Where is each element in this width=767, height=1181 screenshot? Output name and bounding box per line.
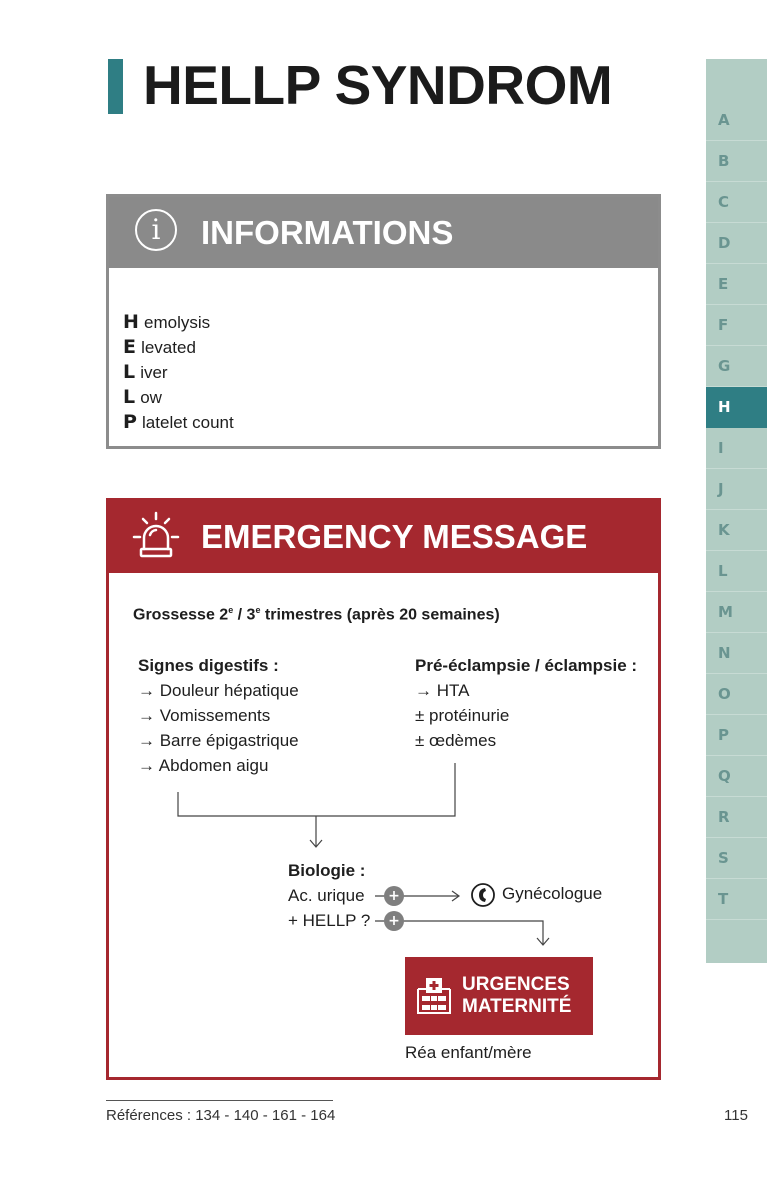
page-title: HELLP SYNDROM [143, 54, 613, 116]
acronym-letter: E [123, 336, 136, 358]
alphabet-index-tabs [706, 59, 767, 963]
alphabet-tab-e[interactable]: E [706, 264, 767, 305]
list-item: → Vomissements [138, 706, 271, 725]
destination-label [462, 974, 571, 1018]
alphabet-tab-j[interactable]: J [706, 469, 767, 510]
context-suffix: trimestres (après 20 semaines) [260, 606, 500, 624]
destination-line1: URGENCES [462, 974, 570, 995]
references-text: Références : 134 - 140 - 161 - 164 [106, 1107, 336, 1124]
acronym-item [123, 385, 234, 410]
alphabet-tab-b[interactable]: B [706, 141, 767, 182]
phone-icon [470, 882, 496, 908]
alphabet-tab-m[interactable]: M [706, 592, 767, 633]
context-prefix: Grossesse 2 [133, 606, 229, 624]
acronym-word: levated [141, 338, 196, 357]
acronym-letter: P [123, 411, 137, 433]
destination-line2: MATERNITÉ [462, 996, 572, 1017]
acronym-word: latelet count [142, 413, 234, 432]
alphabet-tab-s[interactable]: S [706, 838, 767, 879]
alphabet-tab-k[interactable]: K [706, 510, 767, 551]
acronym-letter: L [123, 386, 136, 408]
context-mid: / 3 [233, 606, 256, 624]
alphabet-tab-g[interactable]: G [706, 346, 767, 387]
alphabet-tab-o[interactable]: O [706, 674, 767, 715]
alphabet-tab-r[interactable]: R [706, 797, 767, 838]
biology-item: + HELLP ? [288, 911, 371, 930]
biology-block [288, 858, 370, 933]
preeclampsia-heading: Pré-éclampsie / éclampsie : [415, 656, 638, 675]
alphabet-tab-l[interactable]: L [706, 551, 767, 592]
title-accent-bar [108, 59, 123, 114]
emergency-title: EMERGENCY MESSAGE [201, 518, 588, 555]
biology-item: Ac. urique [288, 886, 365, 905]
alphabet-tab-d[interactable]: D [706, 223, 767, 264]
alphabet-tab-n[interactable]: N [706, 633, 767, 674]
list-item: → HTA [415, 681, 470, 700]
alphabet-tab-p[interactable]: P [706, 715, 767, 756]
context-superscript: e [255, 605, 261, 615]
acronym-word: iver [140, 363, 168, 382]
alphabet-tab-f[interactable]: F [706, 305, 767, 346]
list-item: → Barre épigastrique [138, 731, 299, 750]
info-icon: i [135, 209, 177, 251]
alphabet-tab-c[interactable]: C [706, 182, 767, 223]
list-item: → Douleur hépatique [138, 681, 299, 700]
acronym-item [123, 335, 234, 360]
emergency-header [109, 501, 658, 573]
acronym-word: emolysis [144, 313, 211, 332]
acronym-word: ow [140, 388, 162, 407]
digestive-signs-heading: Signes digestifs : [138, 656, 279, 675]
acronym-letter: H [123, 311, 139, 333]
context-superscript: e [228, 605, 234, 615]
alphabet-tab-h[interactable]: H [706, 387, 767, 428]
hospital-icon [416, 977, 452, 1015]
alphabet-tab-q[interactable]: Q [706, 756, 767, 797]
acronym-item [123, 410, 234, 435]
list-item: → Abdomen aigu [138, 756, 269, 775]
acronym-item [123, 310, 234, 335]
page-number: 115 [724, 1107, 748, 1124]
destination-subtitle: Réa enfant/mère [405, 1043, 532, 1062]
alphabet-tab-a[interactable]: A [706, 100, 767, 141]
hellp-acronym-list [123, 310, 234, 435]
plus-badge-icon: + [384, 886, 404, 906]
plus-badge-icon: + [384, 911, 404, 931]
alphabet-tab-i[interactable]: I [706, 428, 767, 469]
footer-divider [106, 1100, 333, 1101]
biology-heading: Biologie : [288, 861, 366, 880]
alarm-light-icon [131, 511, 181, 561]
acronym-item [123, 360, 234, 385]
preeclampsia-list [415, 653, 637, 753]
list-item: ± protéinurie [415, 706, 510, 725]
informations-box [106, 194, 661, 449]
pregnancy-context [133, 605, 500, 624]
gynecologist-label: Gynécologue [502, 884, 603, 903]
maternity-emergency-destination [405, 957, 593, 1035]
acronym-letter: L [123, 361, 136, 383]
list-item: ± œdèmes [415, 731, 497, 750]
digestive-signs-list [138, 653, 299, 778]
informations-header [109, 197, 658, 268]
alphabet-tab-t[interactable]: T [706, 879, 767, 920]
informations-title: INFORMATIONS [201, 214, 454, 251]
